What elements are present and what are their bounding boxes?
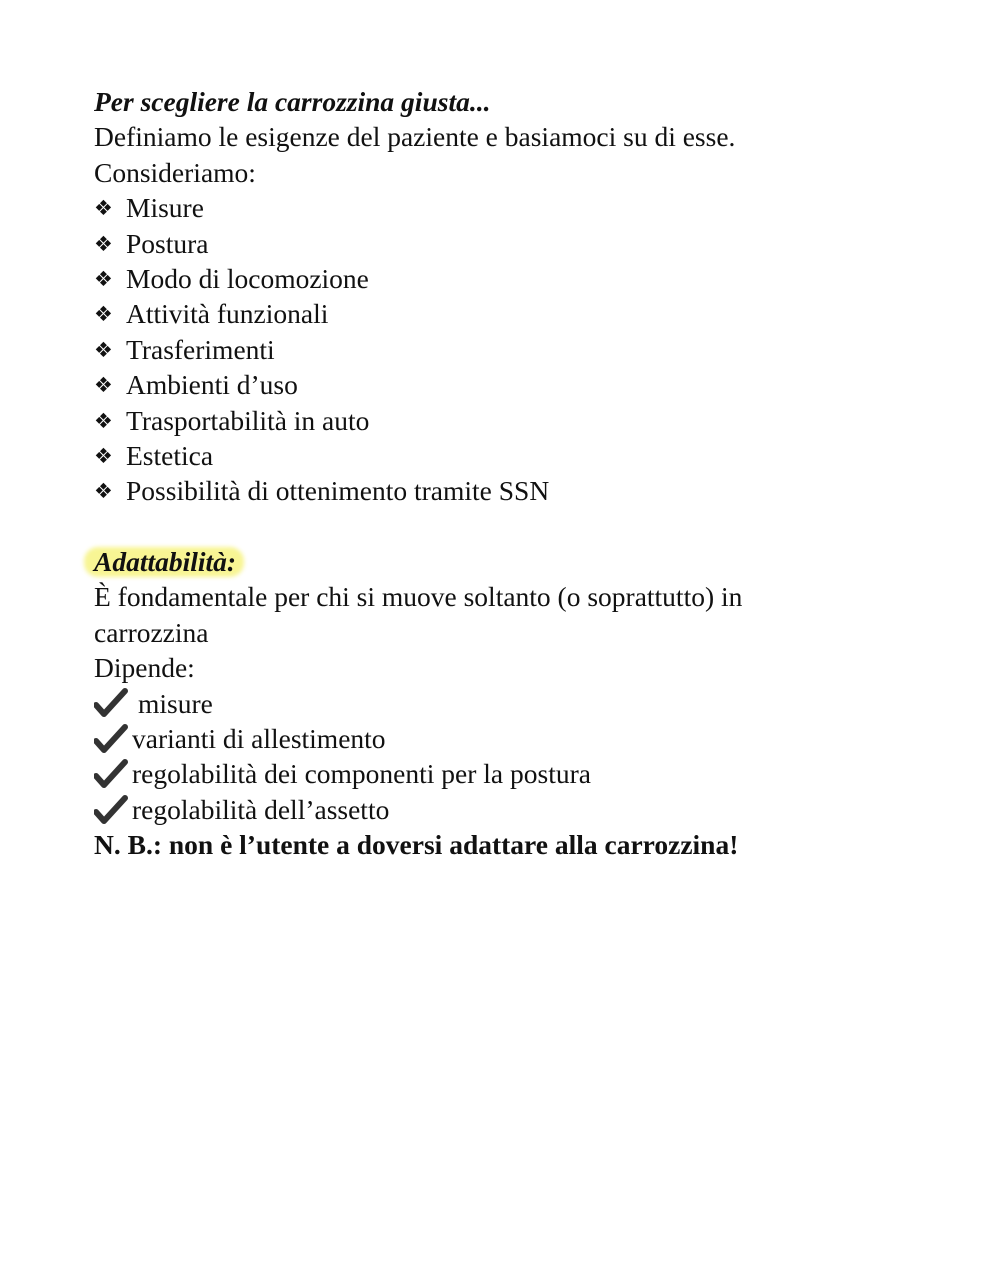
adaptability-heading (94, 544, 954, 579)
list-item: regolabilità dei componenti per la postura (94, 756, 954, 791)
checkmark-icon (94, 795, 132, 825)
body-text: È fondamentale per chi si muove soltanto (o soprattutto) in (94, 581, 743, 613)
note-text: N. B.: non è l’utente a doversi adattare alla carrozzina! (94, 829, 739, 861)
list-item: ❖ Trasferimenti (94, 332, 954, 367)
list-item: misure (94, 686, 954, 721)
section-title: Per scegliere la carrozzina giusta... (94, 86, 491, 117)
checkmark-icon (94, 688, 138, 718)
checkmark-icon (94, 724, 132, 754)
consider-label: Consideriamo: (94, 156, 256, 188)
diamond-bullet-icon: ❖ (94, 302, 113, 327)
diamond-bullet-icon: ❖ (94, 196, 113, 221)
body-text: carrozzina (94, 616, 209, 648)
check-list (94, 686, 954, 828)
list-item: ❖ Attività funzionali (94, 296, 954, 331)
diamond-bullet-icon: ❖ (94, 479, 113, 504)
section-title: Adattabilità: (94, 546, 237, 578)
diamond-bullet-icon: ❖ (94, 443, 113, 468)
list-item: ❖ Possibilità di ottenimento tramite SSN (94, 473, 954, 508)
list-item: ❖ Misure (94, 190, 954, 225)
list-item: regolabilità dell’assetto (94, 792, 954, 827)
checkmark-icon (94, 759, 132, 789)
diamond-bullet-icon: ❖ (94, 337, 113, 362)
list-item: ❖ Estetica (94, 438, 954, 473)
paragraph-spacer (94, 509, 954, 544)
list-item: ❖ Ambienti d’uso (94, 367, 954, 402)
list-item: ❖ Modo di locomozione (94, 261, 954, 296)
list-item: ❖ Trasportabilità in auto (94, 403, 954, 438)
depends-label: Dipende: (94, 652, 195, 684)
list-item: ❖ Postura (94, 226, 954, 261)
criteria-list (94, 190, 954, 509)
list-item: varianti di allestimento (94, 721, 954, 756)
intro-text: Definiamo le esigenze del paziente e basiamoci su di esse. (94, 121, 736, 153)
diamond-bullet-icon: ❖ (94, 408, 113, 433)
diamond-bullet-icon: ❖ (94, 266, 113, 291)
diamond-bullet-icon: ❖ (94, 231, 113, 256)
document-page (94, 84, 954, 863)
diamond-bullet-icon: ❖ (94, 373, 113, 398)
